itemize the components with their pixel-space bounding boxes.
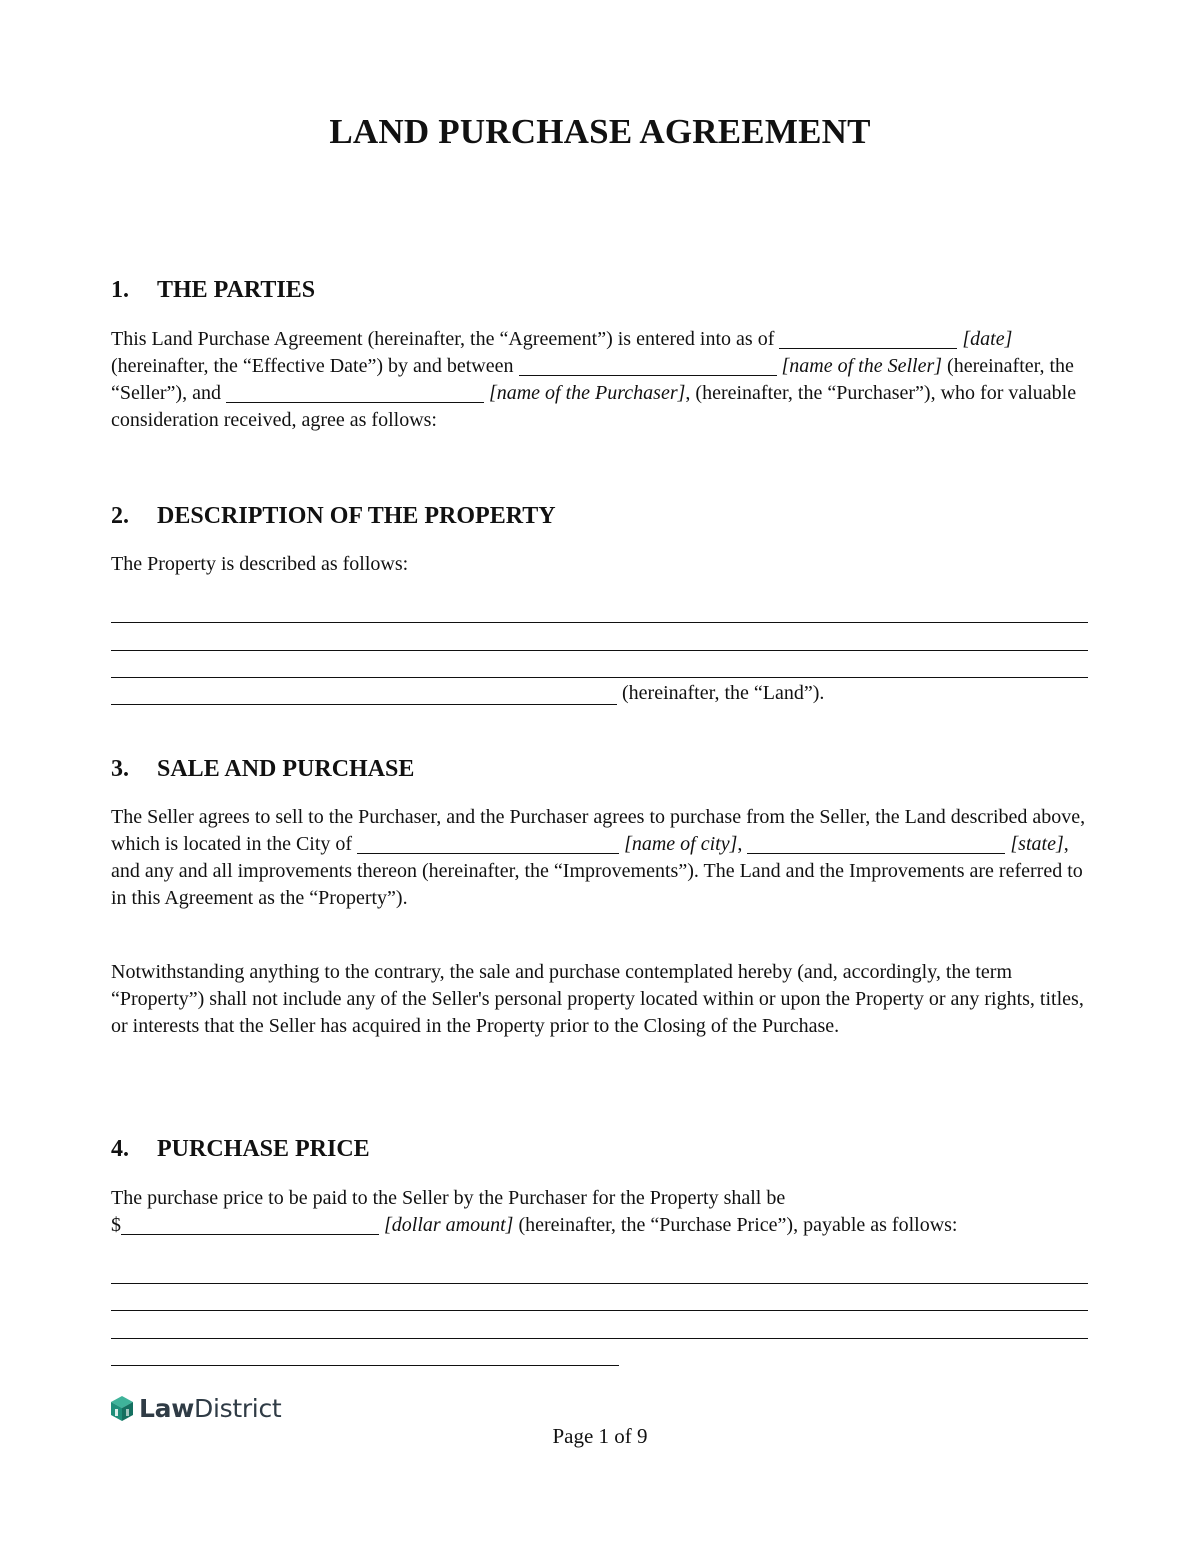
- dollar-amount-blank[interactable]: [121, 1214, 379, 1235]
- sale-text: The Seller agrees to sell to the Purchaser, and the Purchaser agrees to purchase from the Seller, the Land described above, which is located in the City of: [111, 806, 1086, 855]
- document-title: LAND PURCHASE AGREEMENT: [329, 112, 871, 151]
- property-description-line[interactable]: [111, 677, 1088, 678]
- exclusions-paragraph: Notwithstanding anything to the contrary, the sale and purchase contemplated hereby (and, accordingly, the term “Property”) shall not include any of the Seller's personal property located within or upon the Property or any rights, titles, or interests that the Seller has acquired in the Property prior to the Closing of the Purchase.: [111, 961, 1084, 1037]
- section-title: THE PARTIES: [157, 277, 316, 303]
- purchaser-name-blank[interactable]: [226, 382, 484, 403]
- section-3-heading: [111, 756, 414, 783]
- section-title: SALE AND PURCHASE: [157, 756, 415, 782]
- parties-text: (hereinafter, the “Seller”), and: [111, 355, 1074, 404]
- parties-text: This Land Purchase Agreement (hereinafter, the “Agreement”) is entered into as of: [111, 328, 775, 350]
- section-number: 1.: [111, 277, 129, 303]
- sale-text: ,: [737, 833, 743, 855]
- purchase-price-paragraph: [111, 1185, 1091, 1239]
- lawdistrict-logo-icon: [109, 1393, 135, 1423]
- parties-text: , (hereinafter, the “Purchaser”), who for valuable consideration received, agree as follows:: [111, 382, 1077, 431]
- price-text: (hereinafter, the “Purchase Price”), payable as follows:: [518, 1214, 958, 1236]
- lawdistrict-logo: [109, 1392, 281, 1424]
- sale-text: , and any and all improvements thereon (hereinafter, the “Improvements”). The Land and the Improvements are referred to in this Agreement as the “Property”).: [111, 833, 1083, 909]
- payment-terms-line[interactable]: [111, 1365, 619, 1366]
- land-definition: (hereinafter, the “Land”).: [622, 682, 825, 704]
- property-description-line[interactable]: [111, 650, 1088, 651]
- state-blank[interactable]: [747, 833, 1005, 854]
- dollar-amount-placeholder: [dollar amount]: [384, 1214, 514, 1236]
- price-text: The purchase price to be paid to the Seller by the Purchaser for the Property shall be: [111, 1187, 786, 1209]
- section-number: 2.: [111, 503, 129, 529]
- date-blank[interactable]: [779, 328, 957, 349]
- property-description-intro: The Property is described as follows:: [111, 553, 409, 575]
- payment-terms-line[interactable]: [111, 1310, 1088, 1311]
- state-placeholder: [state]: [1010, 833, 1064, 855]
- section-2-heading: [111, 503, 556, 530]
- page-number: Page 1 of 9: [552, 1424, 648, 1448]
- property-description-line[interactable]: [111, 622, 1088, 623]
- section-title: DESCRIPTION OF THE PROPERTY: [157, 503, 556, 529]
- dollar-sign: $: [111, 1214, 121, 1236]
- payment-terms-line[interactable]: [111, 1338, 1088, 1339]
- purchaser-placeholder: [name of the Purchaser]: [488, 382, 686, 404]
- property-description-line[interactable]: [111, 704, 617, 705]
- section-4-heading: [111, 1136, 370, 1163]
- payment-terms-line[interactable]: [111, 1283, 1088, 1284]
- section-number: 4.: [111, 1136, 129, 1162]
- section-1-heading: [111, 277, 315, 304]
- section-title: PURCHASE PRICE: [157, 1136, 370, 1162]
- city-blank[interactable]: [357, 833, 619, 854]
- seller-placeholder: [name of the Seller]: [781, 355, 943, 377]
- section-number: 3.: [111, 756, 129, 782]
- sale-purchase-paragraph: [111, 804, 1091, 912]
- logo-wordmark: LawDistrict: [139, 1393, 282, 1423]
- date-placeholder: [date]: [962, 328, 1013, 350]
- city-placeholder: [name of city]: [624, 833, 738, 855]
- parties-text: (hereinafter, the “Effective Date”) by and between: [111, 355, 514, 377]
- seller-name-blank[interactable]: [519, 355, 777, 376]
- parties-paragraph: [111, 326, 1091, 434]
